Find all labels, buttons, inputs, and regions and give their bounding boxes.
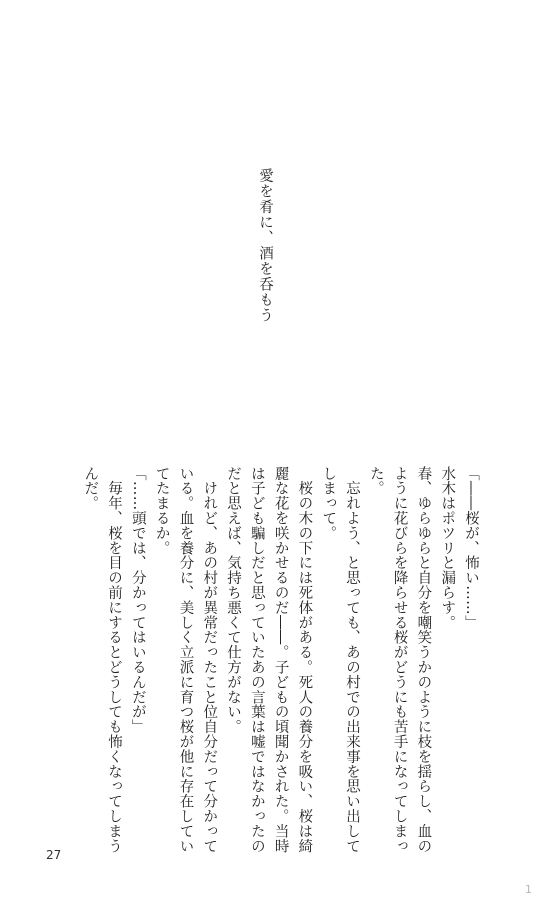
paragraph: 「……頭では、分かってはいるんだが」 (129, 466, 146, 735)
body-text (77, 466, 482, 858)
paragraph: 桜の木の下には死体がある。死人の養分を吸い、桜は綺麗な花を咲かせるのだ――。子どもの頃聞かされた。当時は子ども騙しだと思っていたあの言葉は嘘ではなかったのだと思えば、気持ち悪くて仕方がない。 (225, 466, 313, 854)
page-number: 27 (46, 848, 62, 862)
chapter-title: 愛を肴に、酒を呑もう (257, 168, 273, 323)
paragraph: 毎年、桜を目の前にするとどうしても怖くなってしまうんだ。 (82, 466, 123, 854)
paragraph: 水木はポツリと漏らす。 (439, 466, 456, 630)
paragraph: 「――桜が、怖い……」 (463, 466, 479, 630)
corner-page-indicator: 1 (525, 883, 532, 896)
paragraph: 忘れよう、と思っても、あの村での出来事を思い出してしまって。 (320, 466, 361, 854)
paragraph: けれど、あの村が異常だったこと位自分だって分かっている。血を養分に、美しく立派に育つ桜が他に存在していてたまるか。 (153, 466, 218, 854)
paragraph: 春、ゆらゆらと自分を嘲笑うかのように枝を揺らし、血のように花びらを降らせる桜がどうにも苦手になってしまった。 (367, 466, 432, 854)
